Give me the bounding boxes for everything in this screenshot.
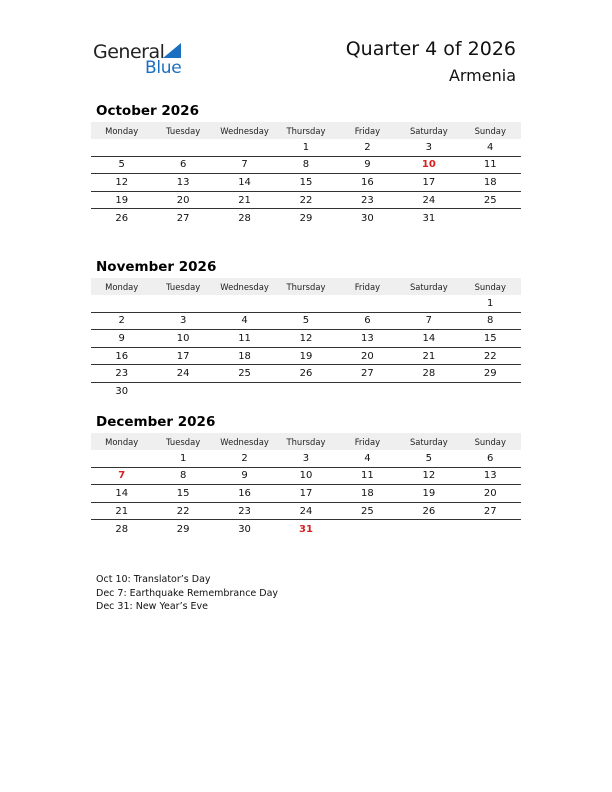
day-cell: 13: [361, 332, 374, 344]
week-row: [91, 450, 521, 468]
day-cell: 4: [364, 452, 371, 464]
weekday-label: Thursday: [286, 436, 326, 447]
month-november: [91, 258, 521, 401]
day-cell: 15: [483, 332, 497, 344]
day-cell: 22: [483, 350, 497, 362]
weekday-label: Thursday: [286, 281, 326, 292]
week-row: [91, 468, 521, 486]
day-cell: 30: [238, 523, 251, 535]
day-cell: 27: [483, 505, 497, 517]
weekday-label: Saturday: [409, 281, 448, 292]
day-cell: 8: [487, 315, 494, 327]
day-cell: 25: [238, 368, 251, 380]
day-cell: 11: [238, 332, 251, 344]
day-cell: 17: [299, 487, 313, 499]
day-cell: 10: [176, 332, 190, 344]
day-cell: 4: [487, 141, 494, 153]
day-cell: 4: [241, 315, 248, 327]
weekday-header: [91, 278, 521, 295]
day-cell: 1: [487, 297, 494, 309]
day-cell: 15: [299, 176, 313, 188]
day-cell: 14: [238, 176, 251, 188]
weekday-label: Wednesday: [220, 281, 269, 292]
weekday-label: Saturday: [409, 125, 448, 136]
weekday-label: Wednesday: [220, 436, 269, 447]
day-cell: 9: [241, 470, 248, 482]
day-cell: 2: [241, 452, 248, 464]
day-cell: 2: [364, 141, 371, 153]
day-cell: 20: [361, 350, 374, 362]
day-cell: 23: [238, 505, 251, 517]
day-cell: 26: [422, 505, 436, 517]
week-row: [91, 330, 521, 348]
weekday-label: Sunday: [474, 436, 506, 447]
weekday-label: Monday: [105, 125, 139, 136]
week-row: [91, 503, 521, 521]
day-cell: 22: [176, 505, 190, 517]
week-row: [91, 365, 521, 383]
day-cell: 24: [299, 505, 313, 517]
week-row: [91, 295, 521, 313]
weekday-label: Monday: [105, 281, 139, 292]
month-title: December 2026: [96, 414, 216, 430]
week-row: [91, 313, 521, 331]
day-cell: 19: [422, 487, 436, 499]
week-row: [91, 348, 521, 366]
day-cell: 19: [115, 194, 129, 206]
day-cell: 24: [176, 368, 190, 380]
day-cell: 10: [299, 470, 313, 482]
day-cell: 28: [238, 212, 251, 224]
day-cell: 26: [115, 212, 129, 224]
day-cell: 22: [299, 194, 313, 206]
day-cell: 21: [115, 505, 129, 517]
day-cell: 3: [179, 315, 187, 327]
holiday-note: Dec 31: New Year’s Eve: [96, 601, 209, 613]
day-cell: 8: [179, 470, 187, 482]
day-cell: 25: [483, 194, 497, 206]
day-cell: 6: [179, 159, 187, 171]
week-row: [91, 520, 521, 538]
day-cell: 19: [299, 350, 313, 362]
holiday-note: Oct 10: Translator’s Day: [96, 574, 211, 585]
day-cell: 12: [299, 332, 313, 344]
day-cell: 9: [118, 332, 125, 344]
week-row: [91, 192, 521, 210]
country-name: Armenia: [448, 66, 516, 85]
logo-text-general: General: [93, 41, 165, 63]
day-cell: 30: [361, 212, 374, 224]
day-cell: 1: [179, 452, 187, 464]
weekday-label: Thursday: [286, 125, 326, 136]
weekday-label: Wednesday: [220, 125, 269, 136]
weekday-label: Sunday: [474, 125, 506, 136]
day-cell: 20: [176, 194, 190, 206]
weekday-label: Tuesday: [166, 281, 201, 292]
day-cell: 5: [302, 315, 310, 327]
day-cell: 24: [422, 194, 436, 206]
day-cell: 21: [238, 194, 251, 206]
day-cell: 27: [176, 212, 190, 224]
day-cell: 16: [238, 487, 251, 499]
weekday-label: Monday: [105, 436, 139, 447]
day-cell: 7: [118, 470, 126, 482]
day-cell: 7: [241, 159, 248, 171]
day-cell: 9: [364, 159, 371, 171]
day-cell: 31: [299, 523, 313, 535]
day-cell: 3: [425, 141, 432, 153]
day-cell: 5: [425, 452, 432, 464]
day-cell: 30: [115, 386, 129, 398]
day-cell: 13: [176, 176, 190, 188]
weekday-label: Tuesday: [166, 436, 201, 447]
weekday-label: Friday: [354, 436, 381, 447]
day-cell: 21: [422, 350, 436, 362]
day-cell: 23: [361, 194, 374, 206]
week-row: [91, 139, 521, 157]
day-cell: 5: [118, 159, 125, 171]
day-cell: 2: [118, 315, 125, 327]
month-december: [91, 413, 521, 538]
week-row: [91, 209, 521, 227]
month-title: November 2026: [96, 259, 217, 275]
day-cell: 29: [483, 368, 497, 380]
day-cell: 11: [483, 159, 497, 171]
day-cell: 20: [483, 487, 497, 499]
weekday-label: Sunday: [474, 281, 506, 292]
weekday-header: [91, 433, 521, 450]
weekday-label: Friday: [354, 281, 381, 292]
day-cell: 29: [299, 212, 313, 224]
day-cell: 10: [421, 159, 436, 171]
holiday-notes: [96, 573, 278, 614]
day-cell: 31: [422, 212, 436, 224]
weekday-label: Saturday: [409, 436, 448, 447]
weekday-header: [91, 122, 521, 139]
month-title: October 2026: [96, 103, 199, 119]
day-cell: 14: [115, 487, 129, 499]
day-cell: 6: [487, 452, 494, 464]
day-cell: 29: [176, 523, 190, 535]
day-cell: 13: [483, 470, 497, 482]
day-cell: 26: [299, 368, 313, 380]
day-cell: 28: [115, 523, 129, 535]
day-cell: 18: [361, 487, 374, 499]
week-row: [91, 383, 521, 401]
day-cell: 18: [238, 350, 251, 362]
day-cell: 1: [302, 141, 310, 153]
page-title: Quarter 4 of 2026: [345, 38, 516, 60]
day-cell: 27: [361, 368, 374, 380]
week-row: [91, 485, 521, 503]
day-cell: 18: [483, 176, 497, 188]
day-cell: 6: [364, 315, 371, 327]
day-cell: 14: [422, 332, 436, 344]
week-row: [91, 174, 521, 192]
day-cell: 12: [422, 470, 436, 482]
day-cell: 12: [115, 176, 129, 188]
weekday-label: Tuesday: [166, 125, 201, 136]
day-cell: 8: [302, 159, 310, 171]
day-cell: 25: [361, 505, 374, 517]
day-cell: 28: [422, 368, 436, 380]
day-cell: 16: [361, 176, 374, 188]
day-cell: 3: [302, 452, 310, 464]
month-october: [91, 102, 521, 227]
logo-text-blue: Blue: [145, 58, 182, 78]
day-cell: 15: [176, 487, 190, 499]
logo-triangle-icon: [163, 43, 181, 58]
day-cell: 7: [425, 315, 432, 327]
week-row: [91, 157, 521, 175]
day-cell: 16: [115, 350, 129, 362]
day-cell: 17: [422, 176, 436, 188]
generalblue-logo: [93, 41, 193, 77]
day-cell: 17: [176, 350, 190, 362]
weekday-label: Friday: [354, 125, 381, 136]
holiday-note: Dec 7: Earthquake Remembrance Day: [96, 587, 279, 599]
day-cell: 11: [361, 470, 374, 482]
day-cell: 23: [115, 368, 129, 380]
